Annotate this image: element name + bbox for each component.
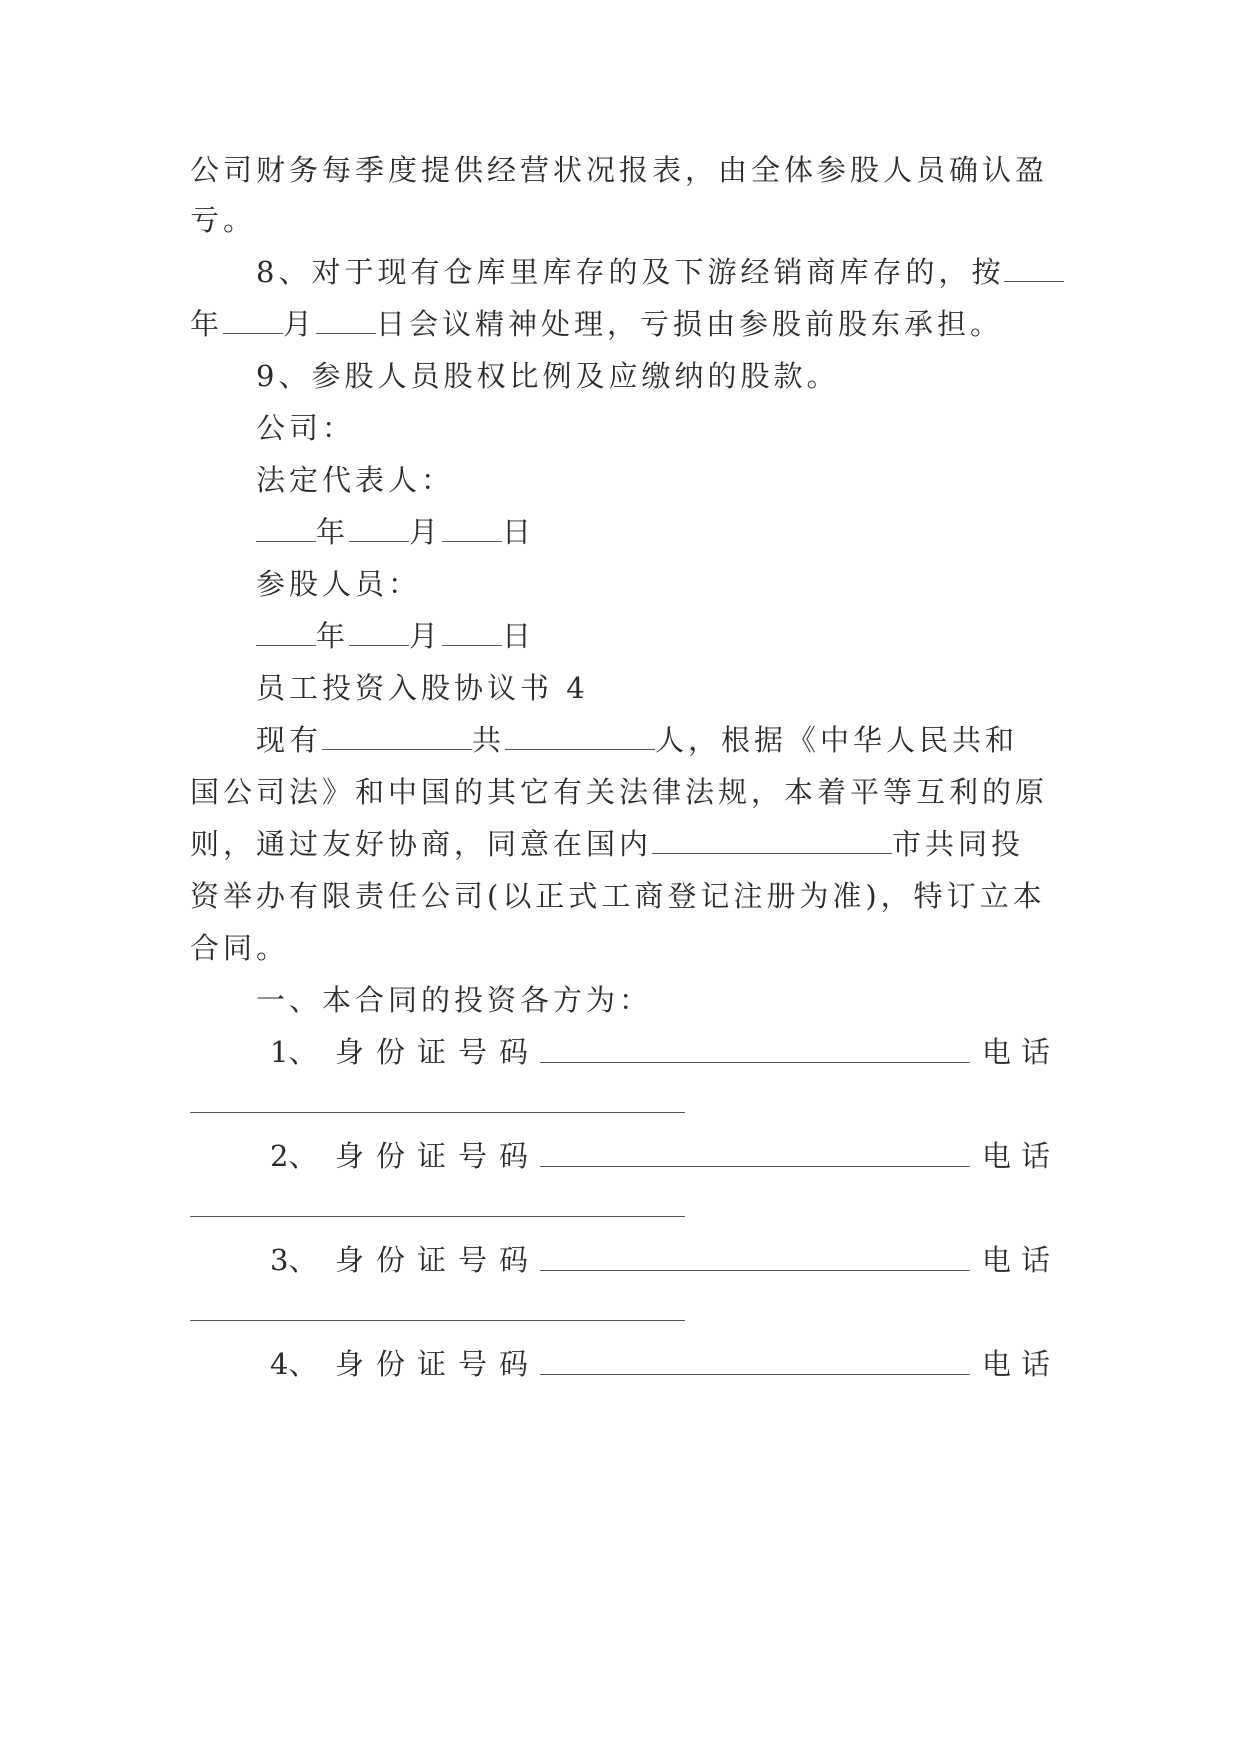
section-heading: 员工投资入股协议书 4 bbox=[256, 671, 589, 705]
phone-blank bbox=[190, 1216, 685, 1217]
clause-8-text-cont: 日会议精神处理，亏损由参股前股东承担。 bbox=[376, 307, 1004, 341]
month-label: 月 bbox=[409, 515, 443, 549]
section-title: 一、本合同的投资各方为： bbox=[256, 983, 653, 1017]
blank-field bbox=[652, 825, 892, 854]
day-label: 日 bbox=[502, 619, 536, 653]
year-label: 年 bbox=[316, 515, 350, 549]
blank-field bbox=[322, 721, 472, 750]
date-line bbox=[256, 512, 535, 552]
year-label: 年 bbox=[190, 307, 224, 341]
blank-field bbox=[442, 513, 502, 542]
paragraph-line: 国公司法》和中国的其它有关法律法规，本着平等互利的原 bbox=[190, 775, 1049, 809]
month-label: 月 bbox=[409, 619, 443, 653]
id-label: 身份证号码 bbox=[335, 1347, 541, 1381]
paragraph-line bbox=[256, 720, 1018, 760]
investor-number: 2、 bbox=[270, 1139, 318, 1173]
paragraph-line bbox=[190, 824, 1024, 864]
blank-field bbox=[256, 513, 316, 542]
investor-number: 4、 bbox=[270, 1347, 318, 1381]
blank-field bbox=[505, 721, 655, 750]
id-label: 身份证号码 bbox=[335, 1243, 541, 1277]
paragraph-line: 资举办有限责任公司(以正式工商登记注册为准)，特订立本 bbox=[190, 879, 1046, 913]
blank-field bbox=[442, 617, 502, 646]
clause-8-text: 8、对于现有仓库里库存的及下游经销商库存的，按 bbox=[256, 255, 1005, 289]
participants-label: 参股人员： bbox=[256, 567, 422, 601]
blank-field bbox=[223, 305, 283, 334]
phone-blank bbox=[190, 1112, 685, 1113]
phone-label: 电话 bbox=[981, 1347, 1060, 1381]
date-line bbox=[256, 616, 535, 656]
phone-label: 电话 bbox=[981, 1243, 1060, 1277]
id-blank bbox=[540, 1166, 970, 1167]
paragraph-line: 9、参股人员股权比例及应缴纳的股款。 bbox=[256, 359, 840, 393]
phone-blank bbox=[190, 1320, 685, 1321]
text-segment: 市共同投 bbox=[892, 827, 1025, 861]
id-label: 身份证号码 bbox=[335, 1035, 541, 1069]
paragraph-line bbox=[190, 304, 1003, 344]
phone-label: 电话 bbox=[981, 1139, 1060, 1173]
id-blank bbox=[540, 1270, 970, 1271]
legal-rep-label: 法定代表人： bbox=[256, 463, 455, 497]
blank-field bbox=[1004, 253, 1064, 282]
paragraph-line bbox=[256, 252, 1064, 292]
paragraph-line: 合同。 bbox=[190, 931, 290, 965]
blank-field bbox=[349, 513, 409, 542]
id-label: 身份证号码 bbox=[335, 1139, 541, 1173]
investor-number: 3、 bbox=[270, 1243, 318, 1277]
blank-field bbox=[256, 617, 316, 646]
id-blank bbox=[540, 1374, 970, 1375]
text-segment: 共 bbox=[472, 723, 506, 757]
text-segment: 人，根据《中华人民共和 bbox=[655, 723, 1019, 757]
company-label: 公司： bbox=[256, 411, 356, 445]
day-label: 日 bbox=[502, 515, 536, 549]
blank-field bbox=[349, 617, 409, 646]
text-segment: 则，通过友好协商，同意在国内 bbox=[190, 827, 653, 861]
paragraph-line: 亏。 bbox=[190, 203, 257, 237]
year-label: 年 bbox=[316, 619, 350, 653]
paragraph-line: 公司财务每季度提供经营状况报表，由全体参股人员确认盈 bbox=[190, 153, 1049, 187]
phone-label: 电话 bbox=[981, 1035, 1060, 1069]
text-segment: 现有 bbox=[256, 723, 323, 757]
investor-number: 1、 bbox=[270, 1035, 318, 1069]
month-label: 月 bbox=[283, 307, 317, 341]
blank-field bbox=[316, 305, 376, 334]
id-blank bbox=[540, 1062, 970, 1063]
